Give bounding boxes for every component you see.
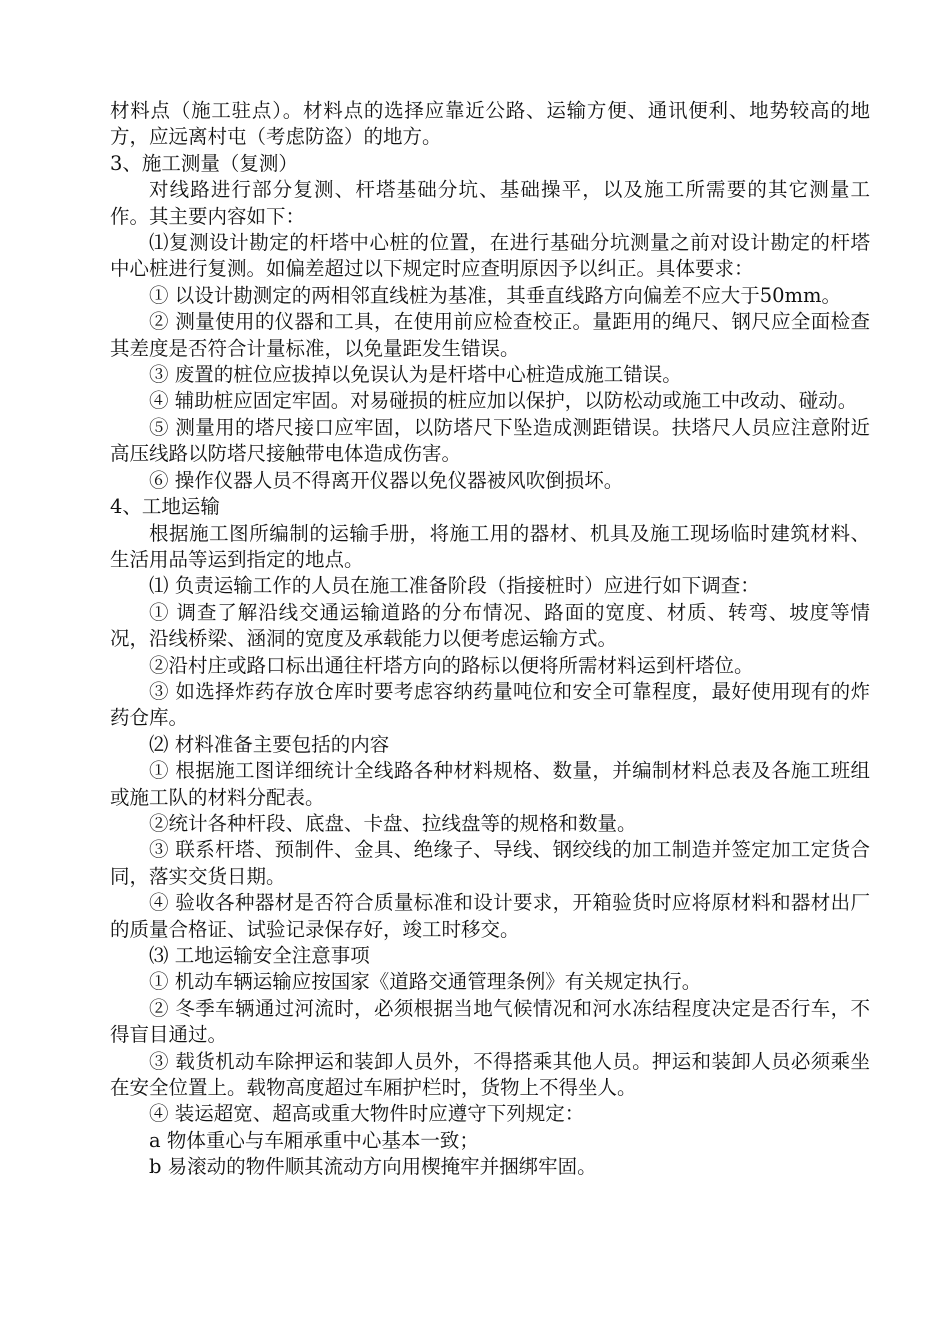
- list-item: ③ 联系杆塔、预制件、金具、绝缘子、导线、钢绞线的加工制造并签定加工定货合同，落实交货日期。: [110, 838, 870, 888]
- list-item: ⑥ 操作仪器人员不得离开仪器以免仪器被风吹倒损坏。: [149, 468, 624, 492]
- paragraph: ⑴复测设计勘定的杆塔中心桩的位置，在进行基础分坑测量之前对设计勘定的杆塔中心桩进行复测。如偏差超过以下规定时应查明原因予以纠正。具体要求：: [110, 231, 870, 281]
- list-item: ④ 验收各种器材是否符合质量标准和设计要求，开箱验货时应将原材料和器材出厂的质量合格证、试验记录保存好，竣工时移交。: [110, 891, 870, 941]
- list-item: ②沿村庄或路口标出通往杆塔方向的路标以便将所需材料运到杆塔位。: [149, 653, 754, 677]
- paragraph: 材料点（施工驻点）。材料点的选择应靠近公路、运输方便、通讯便利、地势较高的地方，应远离村屯（考虑防盗）的地方。: [110, 99, 870, 149]
- list-item: ③ 如选择炸药存放仓库时要考虑容纳药量吨位和安全可靠程度，最好使用现有的炸药仓库。: [110, 679, 870, 730]
- list-item: b 易滚动的物件顺其流动方向用楔掩牢并捆绑牢固。: [149, 1155, 597, 1179]
- section-heading: 3、施工测量（复测）: [110, 151, 298, 175]
- subsection-heading: ⑵ 材料准备主要包括的内容: [149, 732, 390, 756]
- section-heading: 4、工地运输: [110, 495, 220, 519]
- list-item: ① 调查了解沿线交通运输道路的分布情况、路面的宽度、材质、转弯、坡度等情况，沿线桥梁、涵洞的宽度及承载能力以便考虑运输方式。: [110, 600, 870, 651]
- subsection-heading: ⑶ 工地运输安全注意事项: [149, 944, 370, 967]
- document-body: [110, 98, 870, 1181]
- list-item: ② 冬季车辆通过河流时，必须根据当地气候情况和河水冻结程度决定是否行车，不得盲目通过。: [110, 996, 870, 1047]
- list-item: ④ 辅助桩应固定牢固。对易碰损的桩应加以保护，以防松动或施工中改动、碰动。: [149, 389, 858, 413]
- list-item: ④ 装运超宽、超高或重大物件时应遵守下列规定：: [149, 1102, 585, 1126]
- list-item: ③ 废置的桩位应拔掉以免误认为是杆塔中心桩造成施工错误。: [149, 363, 682, 387]
- list-item: ② 测量使用的仪器和工具，在使用前应检查校正。量距用的绳尺、钢尺应全面检查其差度是否符合计量标准，以免量距发生错误。: [110, 310, 870, 360]
- list-item: ① 根据施工图详细统计全线路各种材料规格、数量，并编制材料总表及各施工班组或施工队的材料分配表。: [110, 759, 870, 809]
- list-item: ① 以设计勘测定的两相邻直线桩为基准，其垂直线路方向偏差不应大于50mm。: [149, 283, 841, 307]
- list-item: ②统计各种杆段、底盘、卡盘、拉线盘等的规格和数量。: [149, 811, 637, 835]
- list-item: ① 机动车辆运输应按国家《道路交通管理条例》有关规定执行。: [149, 970, 702, 994]
- subsection-heading: ⑴ 负责运输工作的人员在施工准备阶段（指接桩时）应进行如下调查：: [149, 574, 760, 598]
- list-item: ③ 载货机动车除押运和装卸人员外，不得搭乘其他人员。押运和装卸人员必须乘坐在安全位置上。载物高度超过车厢护栏时，货物上不得坐人。: [110, 1049, 870, 1100]
- list-item: ⑤ 测量用的塔尺接口应牢固，以防塔尺下坠造成测距错误。扶塔尺人员应注意附近高压线路以防塔尺接触带电体造成伤害。: [110, 415, 870, 466]
- paragraph: 根据施工图所编制的运输手册，将施工用的器材、机具及施工现场临时建筑材料、生活用品等运到指定的地点。: [110, 521, 870, 571]
- paragraph: 对线路进行部分复测、杆塔基础分坑、基础操平，以及施工所需要的其它测量工作。其主要内容如下：: [110, 178, 870, 228]
- list-item: a 物体重心与车厢承重中心基本一致；: [149, 1128, 479, 1152]
